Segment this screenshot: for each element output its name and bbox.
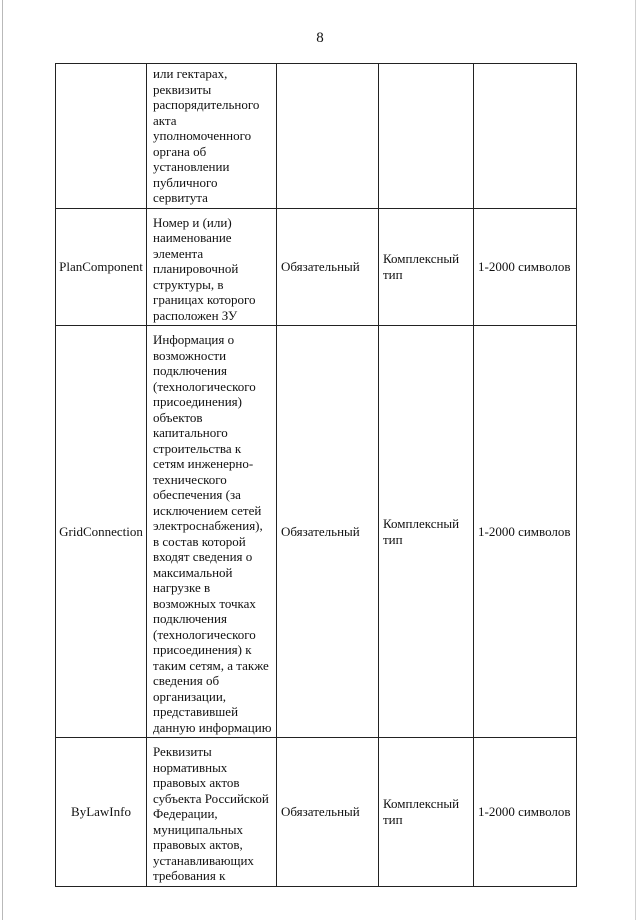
page-number: 8 bbox=[316, 30, 324, 46]
table-row bbox=[56, 64, 577, 209]
attribute-name: PlanComponent bbox=[56, 208, 147, 326]
attribute-description bbox=[147, 64, 277, 209]
attribute-name: ByLawInfo bbox=[56, 738, 147, 887]
scan-edge-left bbox=[2, 0, 3, 920]
attribute-description bbox=[147, 208, 277, 326]
attribute-description-text: или гектарах, реквизиты распорядительного акта уполномоченного органа об установлении публичного сервитута bbox=[153, 66, 260, 205]
attribute-format bbox=[474, 64, 577, 209]
attribute-requirement bbox=[277, 64, 379, 209]
attribute-description-text: Номер и (или) наименование элемента планировочной структуры, в границах которого расположен ЗУ bbox=[153, 214, 256, 323]
table-row bbox=[56, 208, 577, 326]
attribute-requirement: Обязательный bbox=[277, 208, 379, 326]
table-row bbox=[56, 326, 577, 738]
attribute-format: 1-2000 символов bbox=[474, 208, 577, 326]
attribute-type bbox=[379, 64, 474, 209]
attribute-requirement: Обязательный bbox=[277, 326, 379, 738]
attribute-description bbox=[147, 326, 277, 738]
attribute-type: Комплексный тип bbox=[379, 208, 474, 326]
attributes-table bbox=[55, 63, 577, 887]
attribute-requirement: Обязательный bbox=[277, 738, 379, 887]
attribute-format: 1-2000 символов bbox=[474, 738, 577, 887]
attribute-name: GridConnection bbox=[56, 326, 147, 738]
attribute-type: Комплексный тип bbox=[379, 326, 474, 738]
attribute-format: 1-2000 символов bbox=[474, 326, 577, 738]
attribute-description-text: Реквизиты нормативных правовых актов субъекта Российской Федерации, муниципальных правовых актов, устанавливающих требования к bbox=[153, 744, 269, 883]
attribute-type: Комплексный тип bbox=[379, 738, 474, 887]
attribute-description-text: Информация о возможности подключения (технологического присоединения) объектов капитального строительства к сетям инженерно-технического обеспечения (за исключением сетей электроснабжения), в состав которой входят сведения о максимальной нагрузке в возможных точках подключения (технологического присоединения) к таким сетям, а также сведения об организации, представившей данную информацию bbox=[153, 332, 272, 735]
attribute-name bbox=[56, 64, 147, 209]
scan-edge-right bbox=[635, 0, 636, 920]
table-row bbox=[56, 738, 577, 887]
attribute-description bbox=[147, 738, 277, 887]
